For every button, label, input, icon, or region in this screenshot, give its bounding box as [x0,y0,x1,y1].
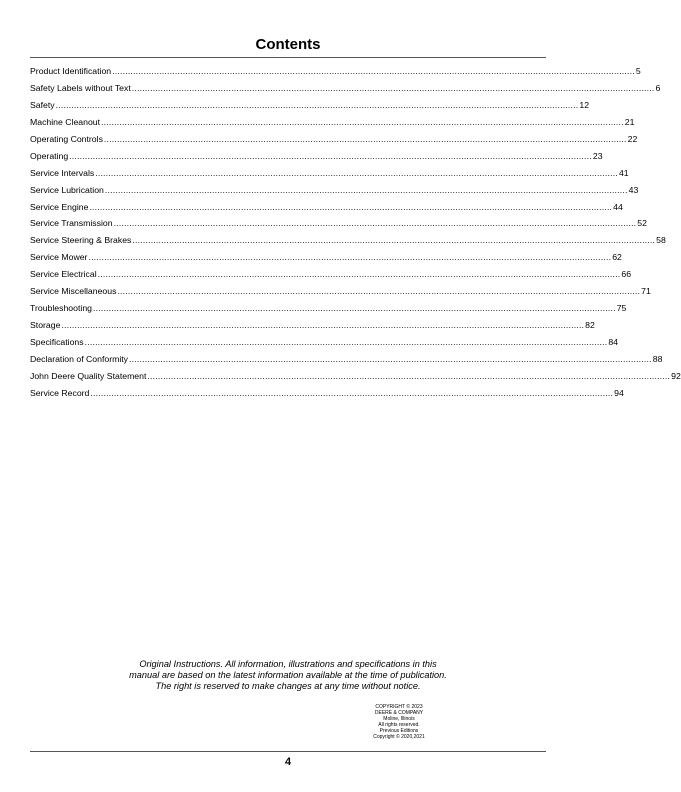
toc-entry-page: 75 [616,303,627,314]
toc-entry[interactable] [30,201,623,219]
toc-entry-label: Operating Controls [30,133,103,144]
toc-leader-dots: ........................................................................................................................................................................................................ [103,133,627,144]
toc-entry[interactable] [30,133,638,151]
toc-entry[interactable] [30,370,681,388]
toc-leader-dots: ........................................................................................................................................................................................................ [95,167,618,178]
toc-entry-page: 71 [641,286,651,297]
copyright-line: All rights reserved. [378,721,420,728]
toc-entry[interactable] [30,387,624,405]
toc-entry-page: 6 [655,82,661,93]
toc-leader-dots: ........................................................................................................................................................................................................ [90,387,614,398]
toc-leader-dots: ........................................................................................................................................................................................................ [97,269,621,280]
toc-entry-page: 21 [624,116,635,127]
page-number: 4 [284,756,292,768]
toc-entry-label: Service Record [30,387,90,398]
toc-entry-label: Specifications [30,337,84,347]
toc-entry-page: 44 [613,201,623,212]
toc-entry-page: 43 [628,184,639,195]
toc-leader-dots: ........................................................................................................................................................................................................ [112,66,635,76]
table-of-contents [30,66,681,405]
copyright-line: DEERE & COMPANY [374,709,424,716]
toc-entry[interactable] [30,116,635,134]
toc-entry-page: 58 [656,235,666,246]
copyright-line: Copyright © 2020,2021 [373,733,425,740]
toc-entry[interactable] [30,66,641,83]
toc-entry-label: Declaration of Conformity [30,353,129,364]
toc-entry[interactable] [30,167,629,185]
toc-entry[interactable] [30,303,627,320]
toc-entry-label: Service Intervals [30,167,95,178]
toc-leader-dots: ........................................................................................................................................................................................................ [61,320,585,331]
page-title: Contents [255,36,321,53]
toc-entry[interactable] [30,252,622,269]
toc-entry-label: Safety [30,99,55,110]
toc-entry-label: Machine Cleanout [30,116,101,127]
toc-entry-page: 41 [618,167,629,178]
toc-entry[interactable] [30,150,603,168]
toc-entry-label: Service Electrical [30,269,97,280]
toc-entry[interactable] [30,286,651,303]
copyright-line: COPYRIGHT © 2023 [375,704,423,710]
toc-entry-label: Storage [30,320,61,331]
toc-entry-label: Service Steering & Brakes [30,235,132,246]
toc-leader-dots: ........................................................................................................................................................................................................ [55,99,579,110]
toc-leader-dots: ........................................................................................................................................................................................................ [132,235,656,246]
toc-leader-dots: ........................................................................................................................................................................................................ [113,218,637,229]
toc-entry-page: 66 [621,269,632,280]
toc-entry[interactable] [30,218,647,235]
toc-entry[interactable] [30,320,595,337]
copyright-notice [363,705,435,740]
toc-leader-dots: ........................................................................................................................................................................................................ [131,82,655,93]
toc-entry-label: Service Transmission [30,218,113,229]
toc-entry-page: 62 [612,252,622,263]
toc-entry-label: Safety Labels without Text [30,82,131,93]
toc-leader-dots: ........................................................................................................................................................................................................ [147,370,671,381]
toc-entry-page: 5 [635,66,641,76]
toc-leader-dots: ........................................................................................................................................................................................................ [117,286,641,297]
toc-entry-label: Troubleshooting [30,303,92,314]
disclaimer-line: manual are based on the latest information available at the time of publication. [129,670,447,681]
toc-leader-dots: ........................................................................................................................................................................................................ [89,201,613,212]
toc-entry-page: 94 [614,387,624,398]
toc-leader-dots: ........................................................................................................................................................................................................ [69,150,592,161]
toc-entry-page: 52 [637,218,647,229]
toc-entry[interactable] [30,184,639,202]
toc-entry-page: 22 [627,133,638,144]
disclaimer-text [60,659,516,693]
toc-entry-page: 88 [652,353,663,364]
toc-entry[interactable] [30,337,619,354]
toc-entry-label: Service Mower [30,252,88,263]
toc-entry-label: Service Engine [30,201,89,212]
toc-leader-dots: ........................................................................................................................................................................................................ [129,353,652,364]
disclaimer-line: The right is reserved to make changes at any time without notice. [155,681,421,692]
toc-leader-dots: ........................................................................................................................................................................................................ [104,184,628,195]
footer-divider [30,751,546,752]
toc-entry-label: Service Lubrication [30,184,104,195]
disclaimer-line: Original Instructions. All information, illustrations and specifications in this [139,659,437,669]
copyright-line: Previous Editions [379,727,419,734]
toc-entry-page: 92 [671,370,681,381]
toc-entry[interactable] [30,353,663,371]
toc-entry-page: 12 [579,99,590,110]
toc-leader-dots: ........................................................................................................................................................................................................ [88,252,612,263]
toc-entry-label: Service Miscellaneous [30,286,117,297]
toc-entry[interactable] [30,82,661,100]
copyright-line: Moline, Illinois [383,715,415,722]
title-divider [30,57,546,58]
toc-entry-page: 23 [592,150,603,161]
toc-leader-dots: ........................................................................................................................................................................................................ [92,303,616,314]
toc-entry[interactable] [30,99,590,117]
toc-entry[interactable] [30,235,666,252]
toc-entry-page: 84 [608,337,619,347]
toc-leader-dots: ........................................................................................................................................................................................................ [101,116,624,127]
toc-entry-label: John Deere Quality Statement [30,370,147,381]
toc-entry[interactable] [30,269,632,286]
toc-entry-page: 82 [585,320,595,331]
toc-entry-label: Product Identification [30,66,112,76]
toc-leader-dots: ........................................................................................................................................................................................................ [84,337,608,347]
toc-entry-label: Operating [30,150,69,161]
